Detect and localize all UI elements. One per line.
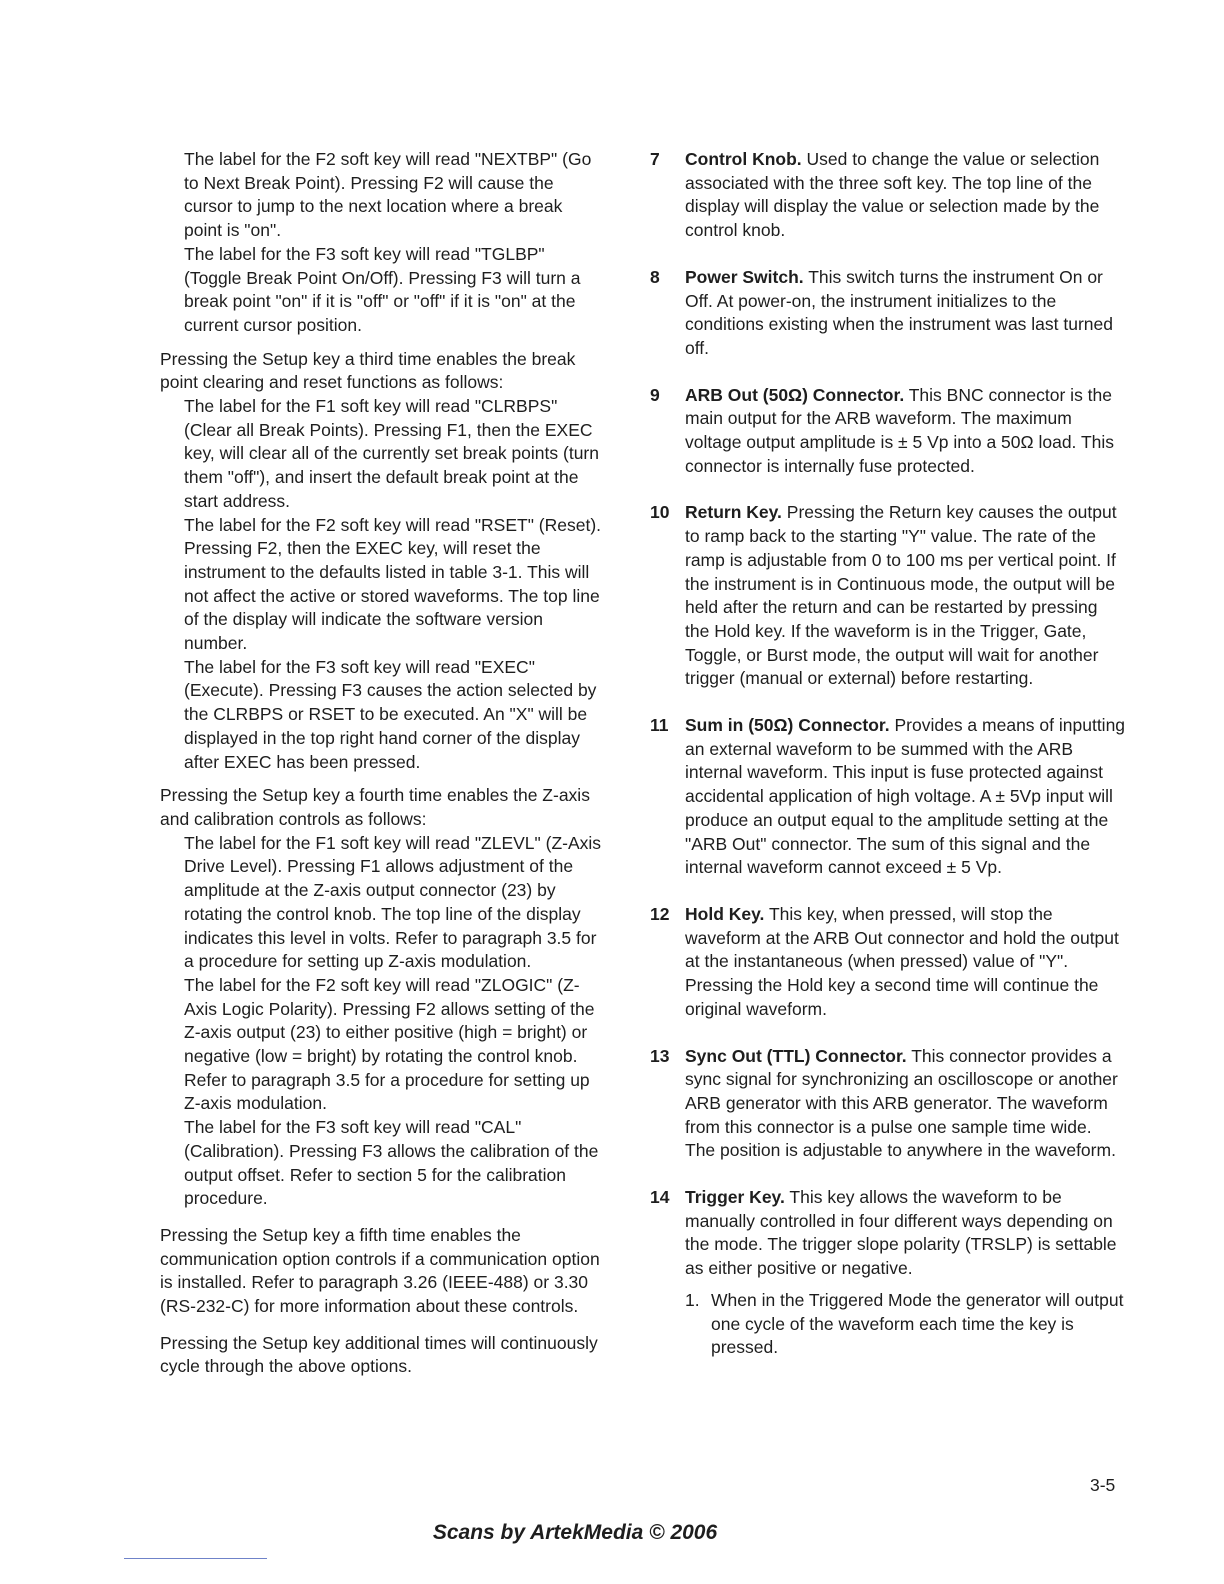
footer-credit: Scans by ArtekMedia © 2006	[432, 1521, 718, 1544]
fourth-time-paragraph: Pressing the Setup key a fourth time enables the Z-axis and calibration controls as follows:	[160, 785, 590, 829]
item-title: Control Knob.	[685, 149, 802, 169]
f2-nextbp-paragraph: The label for the F2 soft key will read "NEXTBP" (Go to Next Break Point). Pressing F2 will cause the cursor to jump to the next location where a break point is "on".	[184, 149, 592, 241]
f3-tglbp-paragraph: The label for the F3 soft key will read "TGLBP" (Toggle Break Point On/Off). Pressing F3 will turn a break point "on" if it is "off" or "off" if it is "on" at the current cursor position.	[184, 243, 581, 335]
sub-item-number: 1.	[685, 1289, 700, 1310]
item-body	[685, 384, 1126, 479]
item-number: 10	[650, 502, 670, 523]
list-item	[650, 1186, 1126, 1360]
list-item	[650, 266, 1126, 361]
list-item	[650, 148, 1126, 243]
list-item	[650, 384, 1126, 479]
item-body	[685, 266, 1126, 361]
f2-zlogic-paragraph: The label for the F2 soft key will read "ZLOGIC" (Z-Axis Logic Polarity). Pressing F2 allows setting of the Z-axis output (23) to either positive (high = bright) or negative (low = bright) by rotating the control knob. Refer to paragraph 3.5 for a procedure for setting up Z-axis modulation.	[184, 974, 595, 1114]
item-text: Pressing the Return key causes the output to ramp back to the starting "Y" value. The rate of the ramp is adjustable from 0 to 100 ms per vertical point. If the instrument is in Continuous mode, the output will be held after the return and can be restarted by pressing the Hold key. If the waveform is in the Trigger, Gate, Toggle, or Burst mode, the output will wait for another trigger (manual or external) before restarting.	[685, 502, 1117, 689]
item-text: Used to change the value or selection associated with the three soft key. The top line of the display will display the value or selection made by the control knob.	[685, 149, 1100, 241]
list-item	[650, 501, 1126, 691]
item-number: 13	[650, 1045, 670, 1066]
list-item	[650, 714, 1126, 880]
item-body	[685, 714, 1126, 880]
fifth-time-paragraph: Pressing the Setup key a fifth time enables the communication option controls if a communication option is installed. Refer to paragraph 3.26 (IEEE-488) or 3.30 (RS-232-C) for more information about these controls.	[160, 1224, 600, 1317]
item-body	[685, 1186, 1126, 1360]
item-body	[685, 903, 1126, 1022]
item-title: Sum in (50Ω) Connector.	[685, 715, 890, 736]
item-text: This key, when pressed, will stop the waveform at the ARB Out connector and hold the output at the instantaneous (when pressed) value of "Y". Pressing the Hold key a second time will continue the original waveform.	[685, 903, 1119, 1019]
item-text: Provides a means of inputting an external waveform to be summed with the ARB internal waveform. This input is fuse protected against accidental application of high voltage. A ± 5Vp input will produce an output equal to the amplitude setting at the "ARB Out" connector. The sum of this signal and the internal waveform cannot exceed ± 5 Vp.	[685, 715, 1126, 878]
item-title: Power Switch.	[685, 266, 804, 287]
item-number: 8	[650, 266, 660, 287]
additional-times-paragraph: Pressing the Setup key additional times will continuously cycle through the above options.	[160, 1332, 598, 1377]
f3-cal-paragraph: The label for the F3 soft key will read "CAL" (Calibration). Pressing F3 allows the calibration of the output offset. Refer to section 5 for the calibration procedure.	[184, 1117, 599, 1209]
sub-list-item	[685, 1289, 1126, 1360]
item-title: ARB Out (50Ω) Connector.	[685, 384, 905, 405]
right-column	[650, 148, 1126, 1383]
item-number: 9	[650, 384, 660, 405]
footer-link-underline	[124, 1558, 267, 1559]
f3-exec-paragraph: The label for the F3 soft key will read "EXEC" (Execute). Pressing F3 causes the action selected by the CLRBPS or RSET to be executed. An "X" will be displayed in the top right hand corner of the display after EXEC has been pressed.	[184, 656, 597, 772]
item-number: 7	[650, 149, 660, 169]
f1-zlevl-paragraph: The label for the F1 soft key will read "ZLEVL" (Z-Axis Drive Level). Pressing F1 allows adjustment of the amplitude at the Z-axis output connector (23) by rotating the control knob. The top line of the display indicates this level in volts. Refer to paragraph 3.5 for a procedure for setting up Z-axis modulation.	[184, 832, 602, 972]
left-column	[160, 148, 602, 1379]
item-title: Sync Out (TTL) Connector.	[685, 1045, 907, 1066]
third-time-paragraph: Pressing the Setup key a third time enables the break point clearing and reset functions as follows:	[160, 348, 576, 393]
item-body	[685, 1045, 1126, 1164]
item-title: Return Key.	[685, 502, 782, 523]
item-text: This BNC connector is the main output for the ARB waveform. The maximum voltage output amplitude is ± 5 Vp into a 50Ω load. This connector is internally fuse protected.	[685, 384, 1115, 476]
item-number: 14	[650, 1187, 670, 1208]
item-body	[685, 501, 1126, 691]
f2-rset-paragraph: The label for the F2 soft key will read "RSET" (Reset). Pressing F2, then the EXEC key, will reset the instrument to the defaults listed in table 3-1. This will not affect the active or stored waveforms. The top line of the display will indicate the software version number.	[184, 514, 602, 654]
f1-clrbps-paragraph: The label for the F1 soft key will read "CLRBPS" (Clear all Break Points). Pressing F1, then the EXEC key, will clear all of the currently set break points (turn them "off"), and insert the default break point at the start address.	[184, 396, 599, 511]
list-item	[650, 903, 1126, 1022]
sub-item-text: When in the Triggered Mode the generator will output one cycle of the waveform each time the key is pressed.	[711, 1289, 1124, 1358]
item-text: This key allows the waveform to be manually controlled in four different ways depending on the mode. The trigger slope polarity (TRSLP) is settable as either positive or negative.	[685, 1187, 1117, 1279]
item-text: This connector provides a sync signal for synchronizing an oscilloscope or another ARB generator with this ARB generator. The waveform from this connector is a pulse one sample time wide. The position is adjustable to anywhere in the waveform.	[685, 1045, 1118, 1161]
item-number: 12	[650, 903, 670, 924]
list-item	[650, 1045, 1126, 1164]
item-number: 11	[650, 715, 669, 736]
page-number: 3-5	[1090, 1475, 1116, 1495]
item-body	[685, 148, 1126, 243]
item-text: This switch turns the instrument On or Off. At power-on, the instrument initializes to the conditions existing when the instrument was last turned off.	[685, 266, 1114, 358]
item-title: Hold Key.	[685, 903, 765, 924]
item-title: Trigger Key.	[685, 1187, 785, 1208]
